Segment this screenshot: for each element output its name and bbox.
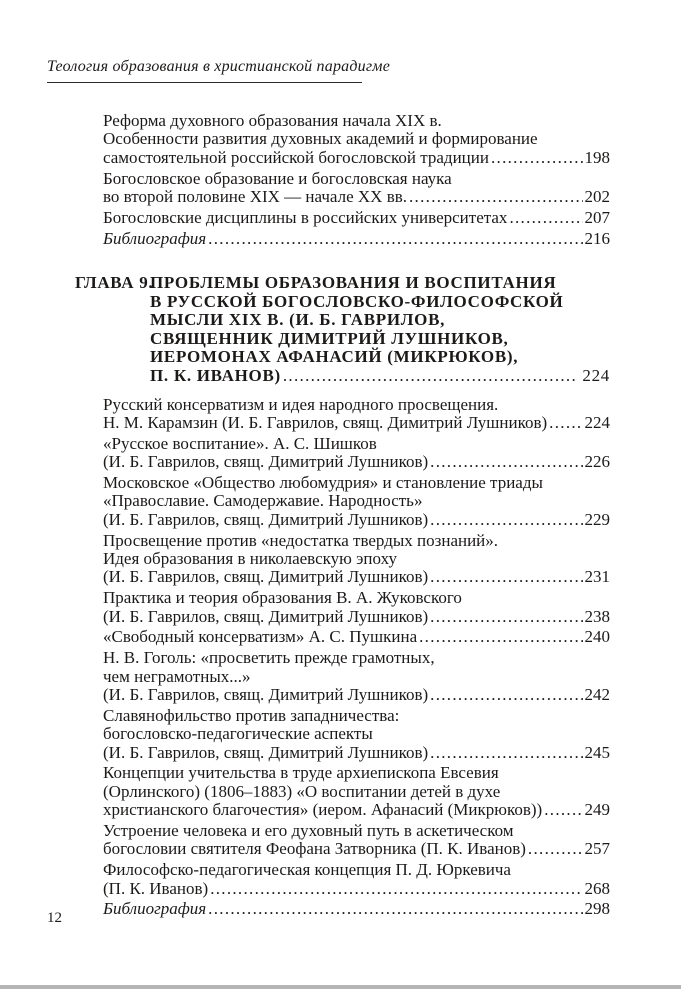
entry-last-line	[103, 628, 610, 646]
running-header: Теология образования в христианской парадигме	[47, 58, 362, 83]
entry-page-number: 226	[584, 452, 610, 472]
entry-lines	[103, 112, 610, 149]
entry-page-number: 229	[584, 509, 610, 529]
chapter-heading	[75, 274, 610, 386]
entry-line: Богословское образование и богословская наука	[103, 168, 452, 188]
dot-leader	[430, 686, 582, 704]
chapter-title	[150, 274, 610, 386]
entry-lines	[103, 649, 610, 686]
entry-last-line-text: богословии святителя Феофана Затворника (П. К. Иванов)	[103, 839, 526, 859]
toc-entry	[103, 589, 610, 626]
entry-lines	[103, 532, 610, 569]
entry-last-line	[103, 608, 610, 626]
toc-entry	[103, 112, 610, 167]
entry-lines	[103, 822, 610, 840]
dot-leader	[210, 880, 582, 898]
entry-line: Реформа духовного образования начала XIX в.	[103, 111, 442, 130]
entry-line: Практика и теория образования В. А. Жуковского	[103, 588, 462, 608]
entry-line: «Православие. Самодержавие. Народность»	[103, 491, 423, 511]
dot-leader	[208, 900, 582, 918]
folio-page-number: 12	[47, 910, 62, 926]
entry-line: Особенности развития духовных академий и формирование	[103, 129, 538, 149]
entry-page-number: 249	[584, 800, 610, 820]
entry-page-number: 242	[584, 685, 610, 705]
toc-entry	[103, 628, 610, 646]
chapter-label: ГЛАВА 9.	[75, 273, 154, 293]
entry-last-line-text: (И. Б. Гаврилов, свящ. Димитрий Лушников)	[103, 606, 429, 626]
dot-leader	[430, 744, 582, 762]
toc-entry	[103, 764, 610, 819]
entry-last-line	[103, 900, 610, 918]
entry-last-line	[103, 414, 610, 432]
entry-last-line-text: (И. Б. Гаврилов, свящ. Димитрий Лушников)	[103, 742, 429, 762]
entry-last-line-text: (И. Б. Гаврилов, свящ. Димитрий Лушников)	[103, 452, 429, 472]
dot-leader	[491, 149, 583, 167]
entry-last-line-text: (П. К. Иванов)	[103, 878, 209, 898]
dot-leader	[430, 608, 582, 626]
toc-entry	[103, 649, 610, 704]
toc-entry	[103, 170, 610, 207]
entry-last-line	[103, 511, 610, 529]
entry-last-line-text: христианского благочестия» (иером. Афанасий (Микрюков))	[103, 800, 543, 820]
entry-last-line	[103, 880, 610, 898]
toc-entry	[103, 396, 610, 433]
dot-leader	[208, 230, 582, 248]
entry-last-line	[103, 801, 610, 819]
entry-line: Просвещение против «недостатка твердых познаний».	[103, 530, 499, 550]
entry-lines	[103, 764, 610, 801]
entry-line: Идея образования в николаевскую эпоху	[103, 549, 397, 568]
entry-lines	[103, 170, 610, 188]
entry-lines	[103, 707, 610, 744]
entry-page-number: 268	[584, 878, 610, 898]
entry-line: Московское «Общество любомудрия» и становление триады	[103, 472, 543, 492]
chapter-page-number: 224	[582, 365, 610, 385]
entry-last-line	[103, 840, 610, 858]
entry-last-line	[103, 149, 610, 167]
entry-page-number: 298	[584, 899, 610, 919]
entry-lines	[103, 474, 610, 511]
dot-leader	[430, 568, 582, 586]
entry-page-number: 231	[584, 567, 610, 587]
entry-last-line	[103, 744, 610, 762]
entry-lines	[103, 396, 610, 414]
entry-page-number: 238	[584, 606, 610, 626]
entry-last-line-text: Библиография	[103, 899, 207, 919]
entry-line: «Русское воспитание». А. С. Шишков	[103, 433, 377, 453]
entry-line: чем неграмотных...»	[103, 666, 251, 686]
dot-leader	[409, 188, 583, 206]
entry-page-number: 257	[584, 839, 610, 859]
entry-lines	[103, 861, 610, 879]
entry-page-number: 240	[584, 627, 610, 647]
entry-lines	[103, 589, 610, 607]
chapter-title-line: В РУССКОЙ БОГОСЛОВСКО-ФИЛОСОФСКОЙ	[150, 291, 564, 311]
entry-last-line	[103, 686, 610, 704]
entry-last-line-text: (И. Б. Гаврилов, свящ. Димитрий Лушников)	[103, 685, 429, 705]
pre-chapter-entries	[75, 112, 610, 248]
chapter-title-last-line-text: П. К. ИВАНОВ)	[150, 365, 281, 385]
entry-last-line	[103, 568, 610, 586]
dot-leader	[283, 367, 579, 386]
entry-last-line-text: Богословские дисциплины в российских университетах	[103, 207, 508, 227]
entry-last-line-text: самостоятельной российской богословской традиции	[103, 147, 489, 167]
toc-entry	[103, 209, 610, 227]
toc-entry	[103, 822, 610, 859]
dot-leader	[544, 801, 582, 819]
entry-last-line-text: (И. Б. Гаврилов, свящ. Димитрий Лушников)	[103, 567, 429, 587]
chapter-entries	[75, 396, 610, 919]
entry-last-line-text: «Свободный консерватизм» А. С. Пушкина	[103, 627, 418, 647]
toc-entry	[103, 230, 610, 248]
entry-page-number: 224	[584, 412, 610, 432]
toc-entry	[103, 435, 610, 472]
entry-last-line-text: Библиография	[103, 228, 207, 248]
dot-leader	[509, 209, 582, 227]
entry-lines	[103, 435, 610, 453]
toc-entry	[103, 474, 610, 529]
chapter-title-line: ПРОБЛЕМЫ ОБРАЗОВАНИЯ И ВОСПИТАНИЯ	[150, 273, 557, 293]
toc-entry	[103, 861, 610, 898]
entry-last-line	[103, 188, 610, 206]
entry-page-number: 207	[584, 207, 610, 227]
entry-line: Философско-педагогическая концепция П. Д. Юркевича	[103, 860, 511, 880]
dot-leader	[419, 628, 582, 646]
dot-leader	[430, 511, 582, 529]
chapter-last-line	[150, 367, 610, 386]
entry-last-line	[103, 453, 610, 471]
entry-page-number: 202	[584, 187, 610, 207]
entry-page-number: 216	[584, 228, 610, 248]
entry-line: Русский консерватизм и идея народного просвещения.	[103, 394, 499, 414]
entry-line: Славянофильство против западничества:	[103, 705, 400, 725]
entry-page-number: 198	[584, 147, 610, 167]
entry-last-line	[103, 209, 610, 227]
chapter-title-lines	[150, 274, 610, 367]
toc-entry	[103, 900, 610, 918]
table-of-contents	[75, 112, 610, 921]
entry-line: Н. В. Гоголь: «просветить прежде грамотных,	[103, 648, 435, 668]
entry-last-line-text: Н. М. Карамзин (И. Б. Гаврилов, свящ. Димитрий Лушников)	[103, 412, 548, 432]
entry-line: Концепции учительства в труде архиепископа Евсевия	[103, 763, 499, 783]
dot-leader	[430, 453, 582, 471]
entry-line: (Орлинского) (1806–1883) «О воспитании детей в духе	[103, 781, 501, 801]
dot-leader	[549, 414, 582, 432]
bottom-edge-bar	[0, 985, 681, 989]
dot-leader	[528, 840, 583, 858]
chapter-title-line: ИЕРОМОНАХ АФАНАСИЙ (МИКРЮКОВ),	[150, 347, 519, 367]
entry-last-line-text: (И. Б. Гаврилов, свящ. Димитрий Лушников)	[103, 509, 429, 529]
entry-last-line	[103, 230, 610, 248]
entry-page-number: 245	[584, 742, 610, 762]
toc-entry	[103, 532, 610, 587]
chapter-title-line: СВЯЩЕННИК ДИМИТРИЙ ЛУШНИКОВ,	[150, 328, 509, 348]
toc-entry	[103, 707, 610, 762]
chapter-title-line: МЫСЛИ XIX В. (И. Б. ГАВРИЛОВ,	[150, 310, 446, 330]
entry-line: богословско-педагогические аспекты	[103, 724, 373, 744]
entry-line: Устроение человека и его духовный путь в аскетическом	[103, 821, 514, 841]
entry-last-line-text: во второй половине XIX — начале XX вв.	[103, 187, 407, 207]
